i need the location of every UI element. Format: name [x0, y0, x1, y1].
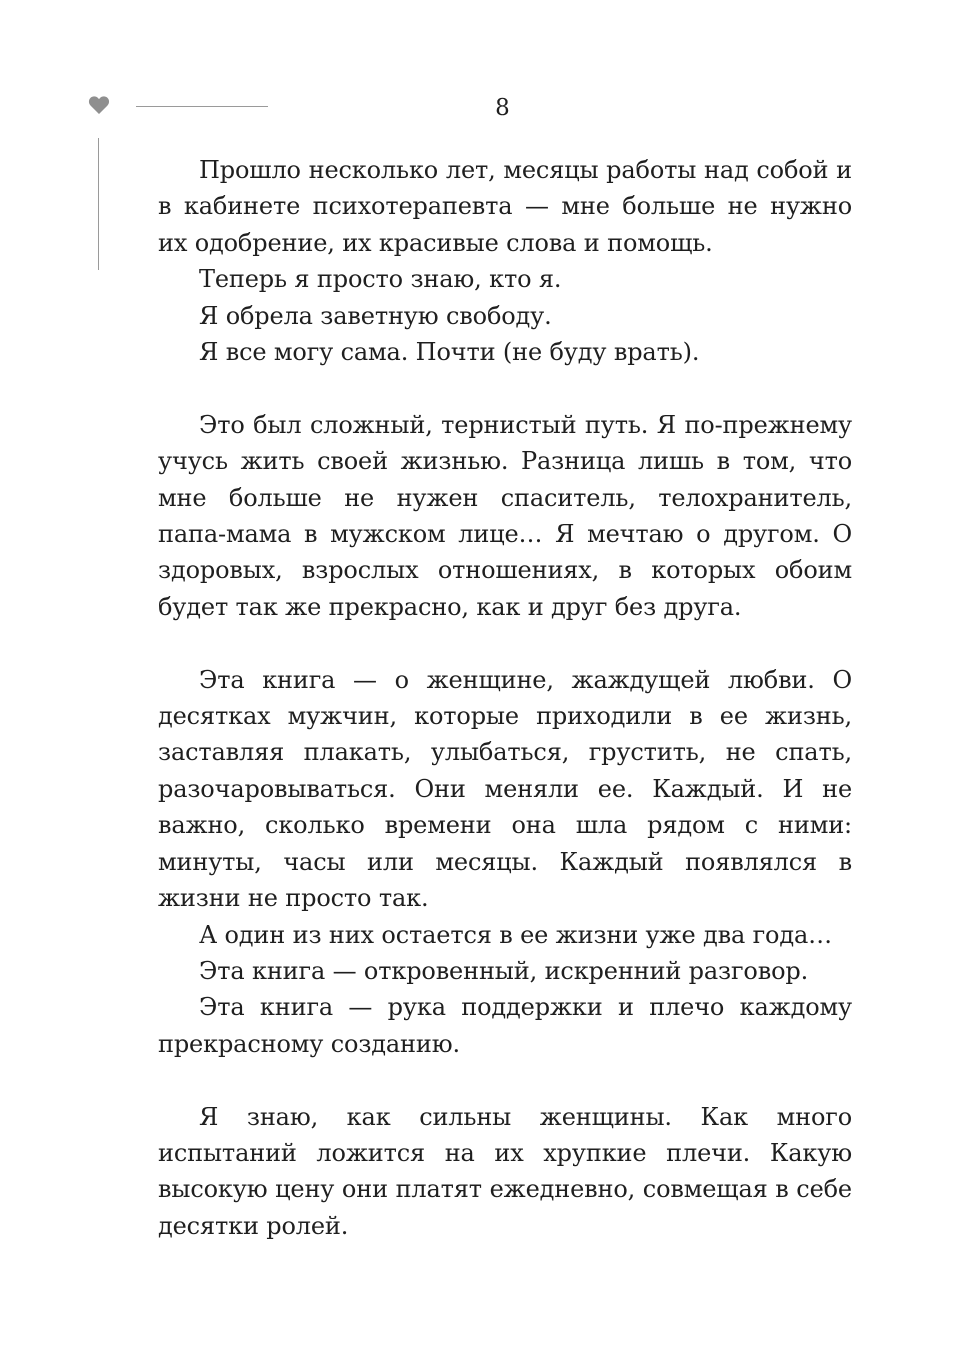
paragraph: Прошло несколько лет, месяцы работы над собой и в кабинете психотерапевта — мне больше не нужно их одобрение, их красивые слова и помощь. — [158, 156, 852, 257]
paragraph: Я знаю, как сильны женщины. Как много испытаний ложится на их хрупкие плечи. Какую высокую цену они платят ежедневно, совмещая в себе десятки ролей. — [158, 1102, 852, 1240]
paragraph: Эта книга — о женщине, жаждущей любви. О десятках мужчин, которые приходили в ее жизнь, заставляя плакать, улыбаться, грустить, не спать, разочаровываться. Они меняли ее. Каждый. И не важно, сколько времени она шла рядом с ними: минуты, часы или месяцы. Каждый появлялся в жизни не просто так. — [158, 665, 852, 913]
side-margin-rule — [98, 138, 99, 270]
paragraph: Теперь я просто знаю, кто я. — [199, 265, 562, 294]
paragraph: Я обрела заветную свободу. — [199, 301, 552, 330]
body-text — [158, 152, 852, 1244]
paragraph: Это был сложный, тернистый путь. Я по-прежнему учусь жить своей жизнью. Разница лишь в том, что мне больше не нужен спаситель, телохранитель, папа-мама в мужском лице… Я мечтаю о другом. О здоровых, взрослых отношениях, в которых обоим будет так же прекрасно, как и друг без друга. — [158, 410, 852, 621]
paragraph: Эта книга — откровенный, искренний разговор. — [199, 956, 809, 985]
paragraph: Эта книга — рука поддержки и плечо каждому прекрасному созданию. — [158, 993, 852, 1058]
page-number: 8 — [495, 95, 510, 121]
paragraph: Я все могу сама. Почти (не буду врать). — [199, 338, 700, 367]
paragraph: А один из них остается в ее жизни уже два года… — [199, 920, 832, 949]
